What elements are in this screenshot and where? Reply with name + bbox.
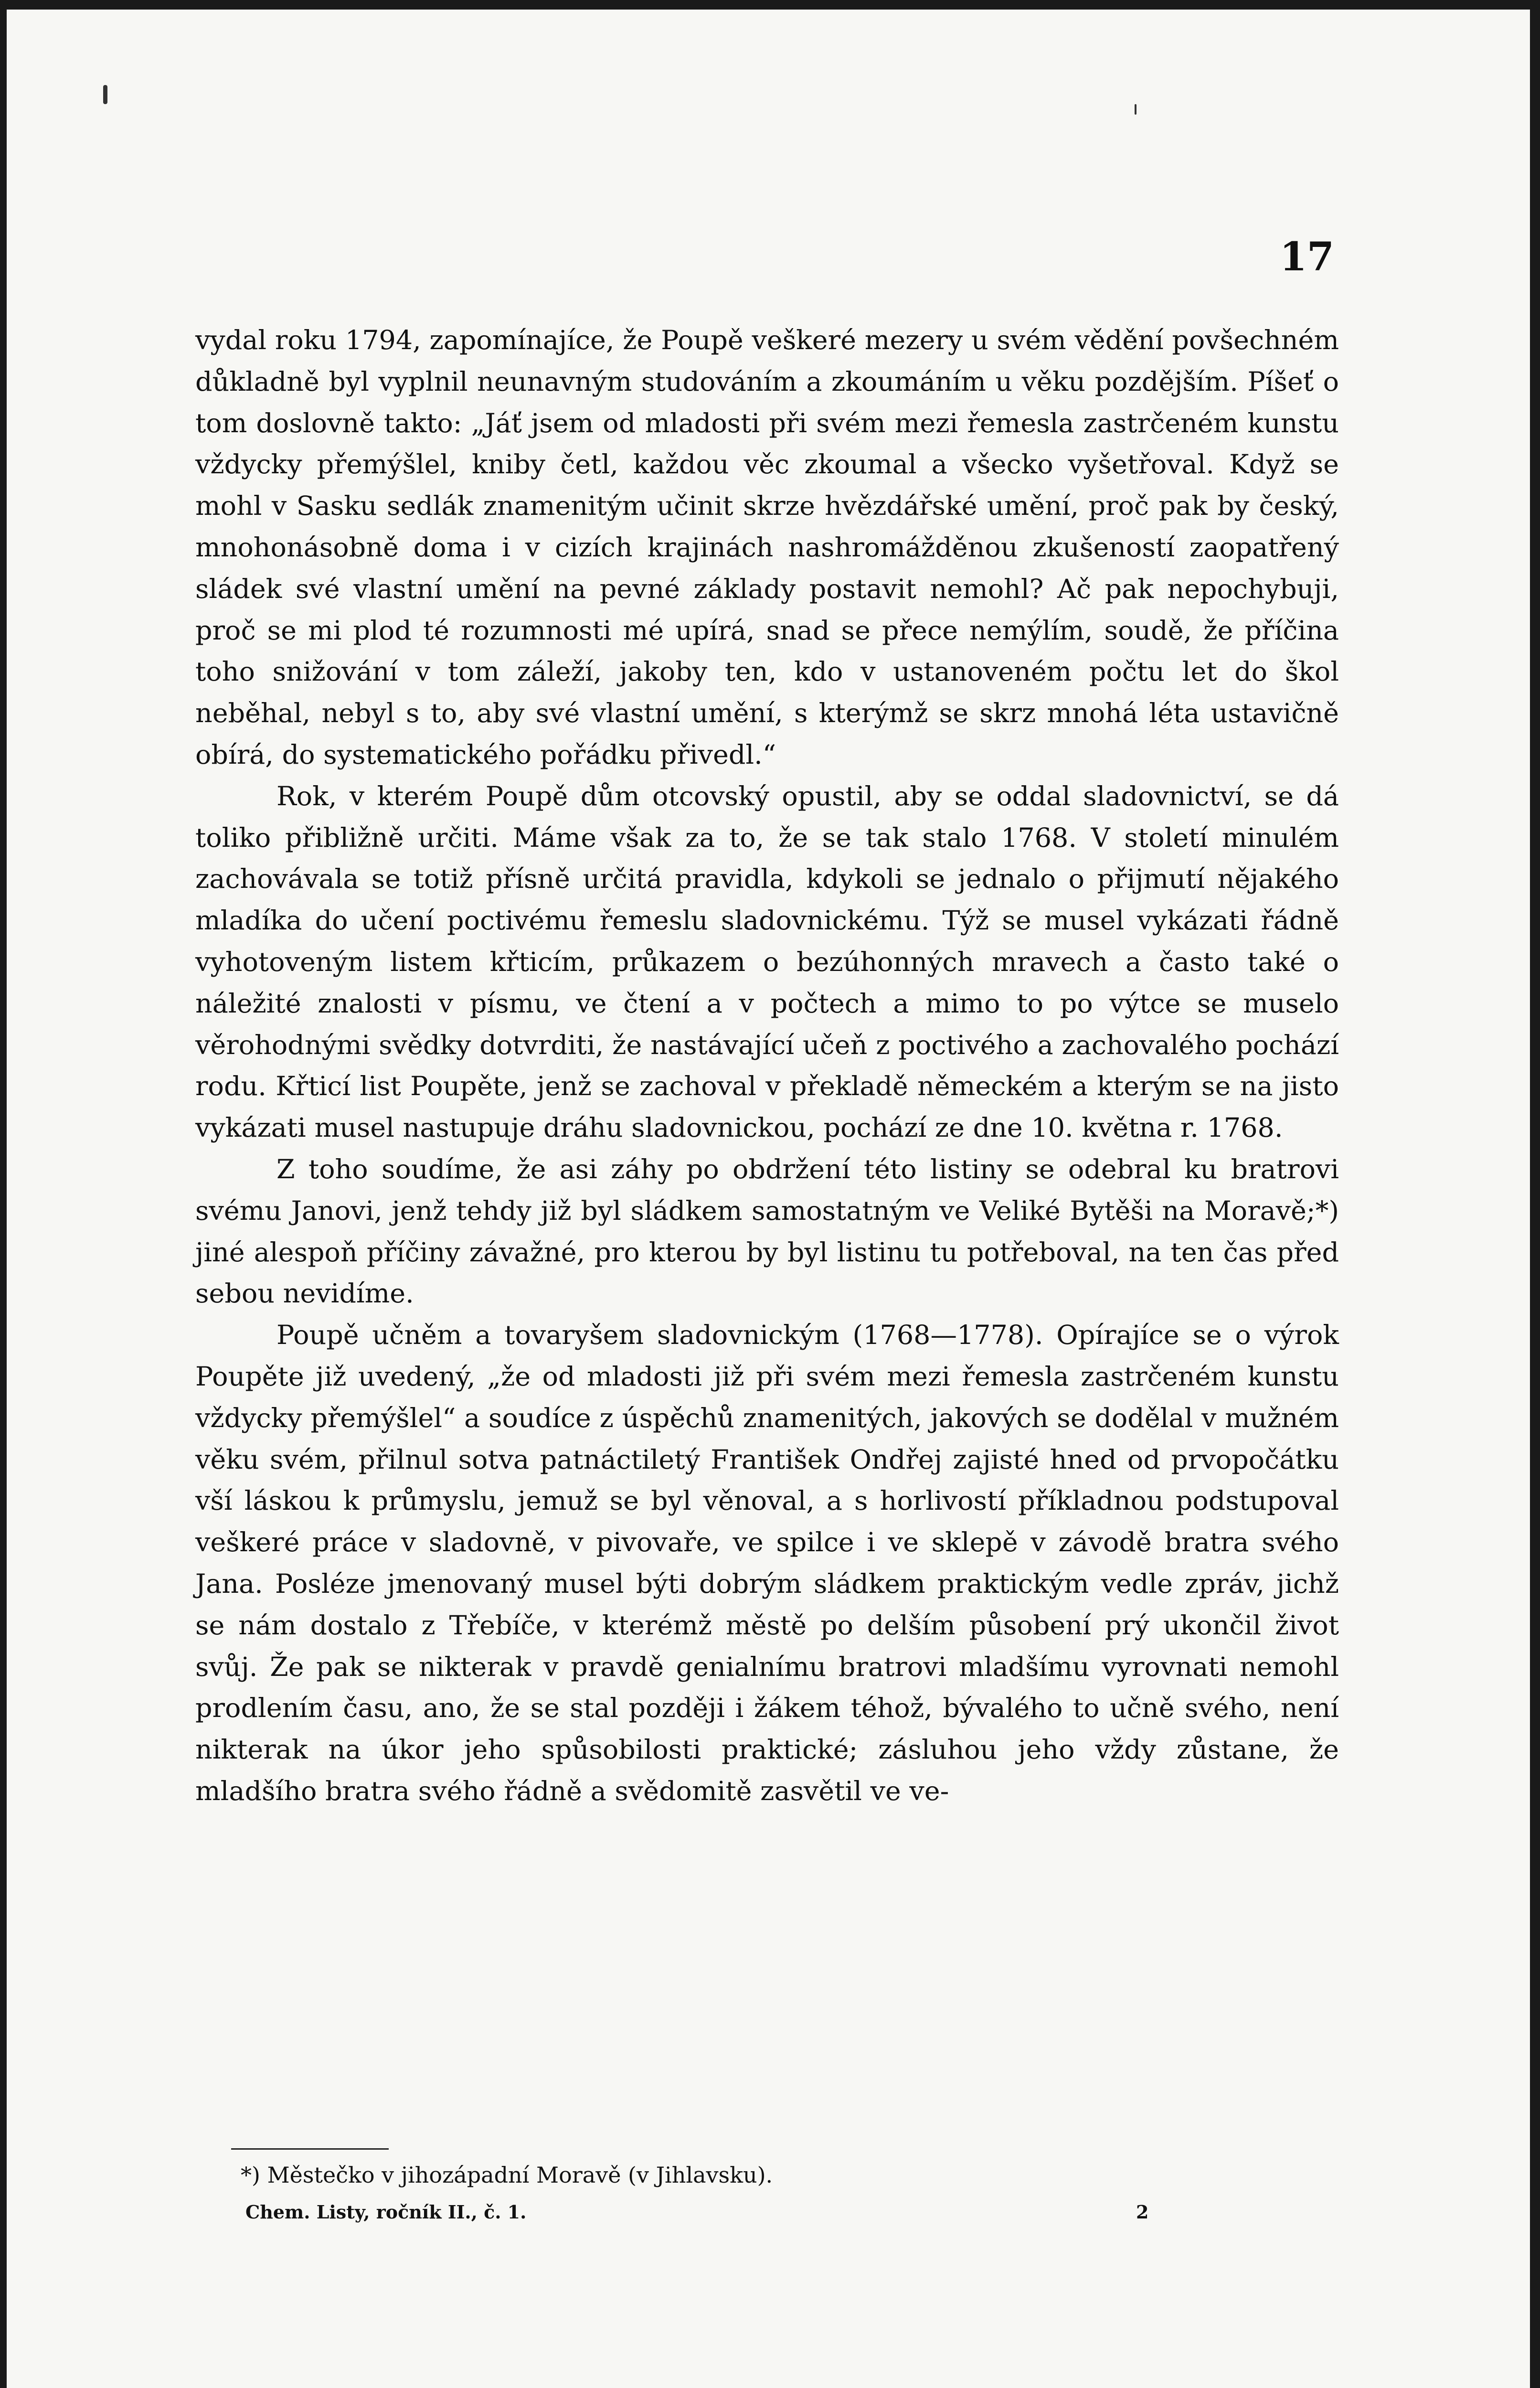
print-speck [103,85,107,104]
signature-line [195,2201,1339,2230]
page-number: 17 [1279,234,1334,280]
paragraph: Poupě učněm a tovaryšem sladovnickým (1768—1778). Opírajíce se o výrok Poupěte již uvedený, „že od mladosti již při svém mezi řemesla zastrčeném kunstu vždycky přemýšlel“ a soudíce z úspěchů znamenitých, jakových se dodělal v mužném věku svém, přilnul sotva patnáctiletý František Ondřej zajisté hned od prvopočátku vší láskou k průmyslu, jemuž se byl věnoval, a s horlivostí příkladnou podstupoval veškeré práce v sladovně, v pivovaře, ve spilce i ve sklepě v závodě bratra svého Jana. Posléze jmenovaný musel býti dobrým sládkem praktickým vedle zpráv, jichž se nám dostalo z Třebíče, v kterémž městě po delším působení prý ukončil život svůj. Že pak se nikterak v pravdě genialnímu bratrovi mladšímu vyrovnati nemohl prodlením času, ano, že se stal později i žákem téhož, bývalého to učně svého, není nikterak na úkor jeho spůsobilosti praktické; zásluhou jeho vždy zůstane, že mladšího bratra svého řádně a svědomitě zasvětil ve ve- [195,1320,1339,1807]
footnote: *) Městečko v jihozápadní Moravě (v Jihlavsku). [241,2162,773,2188]
paragraph: Z toho soudíme, že asi záhy po obdržení této listiny se odebral ku bratrovi svému Janovi, jenž tehdy již byl sládkem samostatným ve Veliké Bytěši na Moravě;*) jiné alespoň příčiny závažné, pro kterou by byl listinu tu potřeboval, na ten čas před sebou nevidíme. [195,1153,1339,1310]
body-text [195,320,1339,1812]
paragraph: Rok, v kterém Poupě dům otcovský opustil, aby se oddal sladovnictví, se dá toliko přibližně určiti. Máme však za to, že se tak stalo 1768. V století minulém zachovávala se totiž přísně určitá pravidla, kdykoli se jednalo o přijmutí nějakého mladíka do učení poctivému řemeslu sladovnickému. Týž se musel vykázati řádně vyhotoveným listem křticím, průkazem o bezúhonných mravech a často také o náležité znalosti v písmu, ve čtení a v počtech a mimo to po výtce se muselo věrohodnými svědky dotvrditi, že nastávající učeň z poctivého a zachovalého pochází rodu. Křticí list Poupěte, jenž se zachoval v překladě německém a kterým se na jisto vykázati musel nastupuje dráhu sladovnickou, pochází ze dne 10. května r. 1768. [195,780,1339,1144]
journal-signature: Chem. Listy, ročník II., č. 1. [245,2201,527,2223]
page [7,10,1530,2388]
sheet-number: 2 [1136,2201,1149,2223]
paragraph: vydal roku 1794, zapomínajíce, že Poupě veškeré mezery u svém vědění povšechném důkladně byl vyplnil neunavným studováním a zkoumáním u věku pozdějším. Píšeť o tom doslovně takto: „Jáť jsem od mladosti při svém mezi řemesla zastrčeném kunstu vždycky přemýšlel, kniby četl, každou věc zkoumal a všecko vyšetřoval. Když se mohl v Sasku sedlák znamenitým učinit skrze hvězdářské umění, proč pak by český, mnohonásobně doma i v cizích krajinách nashromážděnou zkušeností zaopatřený sládek své vlastní umění na pevné základy postavit nemohl? Ač pak nepochybuji, proč se mi plod té rozumnosti mé upírá, snad se přece nemýlím, soudě, že příčina toho snižování v tom záleží, jakoby ten, kdo v ustanoveném počtu let do škol neběhal, nebyl s to, aby své vlastní umění, s kterýmž se skrz mnohá léta ustavičně obírá, do systematického pořádku přivedl.“ [195,325,1339,770]
footnote-rule [231,2148,389,2150]
print-speck [1135,104,1136,115]
